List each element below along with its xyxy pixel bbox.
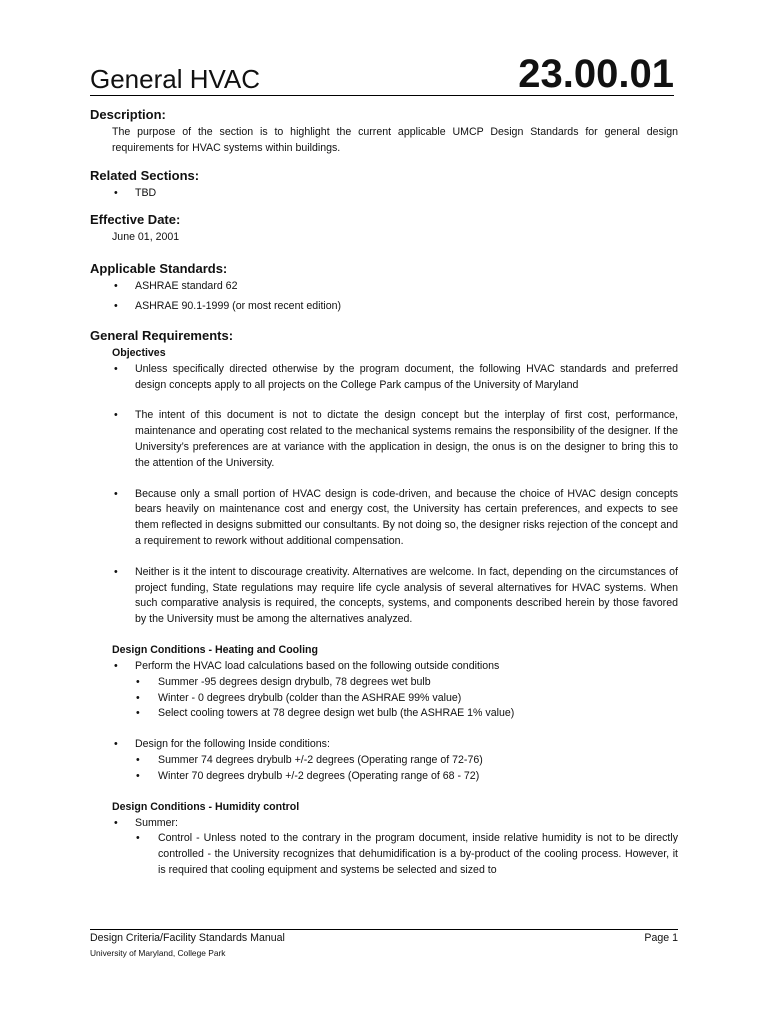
list-item: • Winter - 0 degrees drybulb (colder than the ASHRAE 99% value)	[90, 691, 678, 707]
list-item: • The intent of this document is not to dictate the design concept but the interplay of first cost, performance, maintenance and operating cost related to the mechanical systems remains the responsibility of the designer. If the University’s preferences are at variance with the application in design, the onus is on the designer to bring this to the attention of the University.	[90, 408, 678, 471]
section-title: General HVAC	[90, 64, 261, 94]
page-number: Page 1	[644, 932, 678, 944]
outside-conditions-list	[90, 659, 678, 785]
list-item: • Summer:	[90, 816, 678, 832]
document-body	[90, 102, 678, 879]
general-requirements-heading: General Requirements:	[90, 327, 234, 343]
header-rule	[90, 95, 674, 96]
objectives-list	[90, 362, 678, 628]
footer-university: University of Maryland, College Park	[90, 948, 226, 958]
list-item: • Because only a small portion of HVAC design is code-driven, and because the choice of HVAC design concepts bears heavily on maintenance cost and energy cost, the University has certain preferences, and expects to see them reflected in designs submitted our consultants. By not doing so, the designer risks rejection of the concept and a requirement to rework without additional compensation.	[90, 487, 678, 550]
list-item: • TBD	[90, 186, 678, 202]
footer-manual-title: Design Criteria/Facility Standards Manual	[90, 932, 285, 944]
list-item: • Neither is it the intent to discourage creativity. Alternatives are welcome. In fact, depending on the circumstances of project funding, State regulations may require life cycle analysis of several alternatives for HVAC systems. When such comparative analysis is required, the concepts, systems, and components described herein by those favored by the University must be among the alternatives analyzed.	[90, 565, 678, 628]
related-sections-heading: Related Sections:	[90, 167, 200, 183]
list-item: • ASHRAE 90.1-1999 (or most recent edition)	[90, 299, 678, 315]
list-item: • ASHRAE standard 62	[90, 279, 678, 295]
effective-date-value: June 01, 2001	[112, 231, 180, 244]
description-text: The purpose of the section is to highlight the current applicable UMCP Design Standards for general design requirements for HVAC systems within buildings.	[112, 126, 678, 154]
heating-cooling-subheading: Design Conditions - Heating and Cooling	[112, 643, 318, 656]
effective-date-heading: Effective Date:	[90, 212, 181, 228]
list-item: • Winter 70 degrees drybulb +/-2 degrees (Operating range of 68 - 72)	[90, 769, 678, 785]
related-sections-list	[90, 186, 678, 202]
description-heading: Description:	[90, 107, 166, 122]
list-item: • Perform the HVAC load calculations based on the following outside conditions	[90, 659, 678, 675]
standards-list	[90, 279, 678, 315]
objectives-subheading: Objectives	[112, 346, 166, 359]
humidity-subheading: Design Conditions - Humidity control	[112, 800, 300, 813]
list-item: • Unless specifically directed otherwise by the program document, the following HVAC standards and preferred design concepts apply to all projects on the College Park campus of the University of Maryland	[90, 362, 678, 394]
humidity-list	[90, 816, 678, 879]
section-number: 23.00.01	[518, 52, 674, 96]
list-item: • Control - Unless noted to the contrary in the program document, inside relative humidity is not to be directly controlled - the University recognizes that dehumidification is a by-product of the cooling process. However, it is required that cooling equipment and systems be selected and sized to	[90, 831, 678, 878]
list-item: • Summer -95 degrees design drybulb, 78 degrees wet bulb	[90, 675, 678, 691]
list-item: • Design for the following Inside conditions:	[90, 737, 678, 753]
applicable-standards-heading: Applicable Standards:	[90, 261, 228, 277]
list-item: • Select cooling towers at 78 degree design wet bulb (the ASHRAE 1% value)	[90, 706, 678, 722]
list-item: • Summer 74 degrees drybulb +/-2 degrees (Operating range of 72-76)	[90, 753, 678, 769]
footer-rule	[90, 929, 678, 930]
